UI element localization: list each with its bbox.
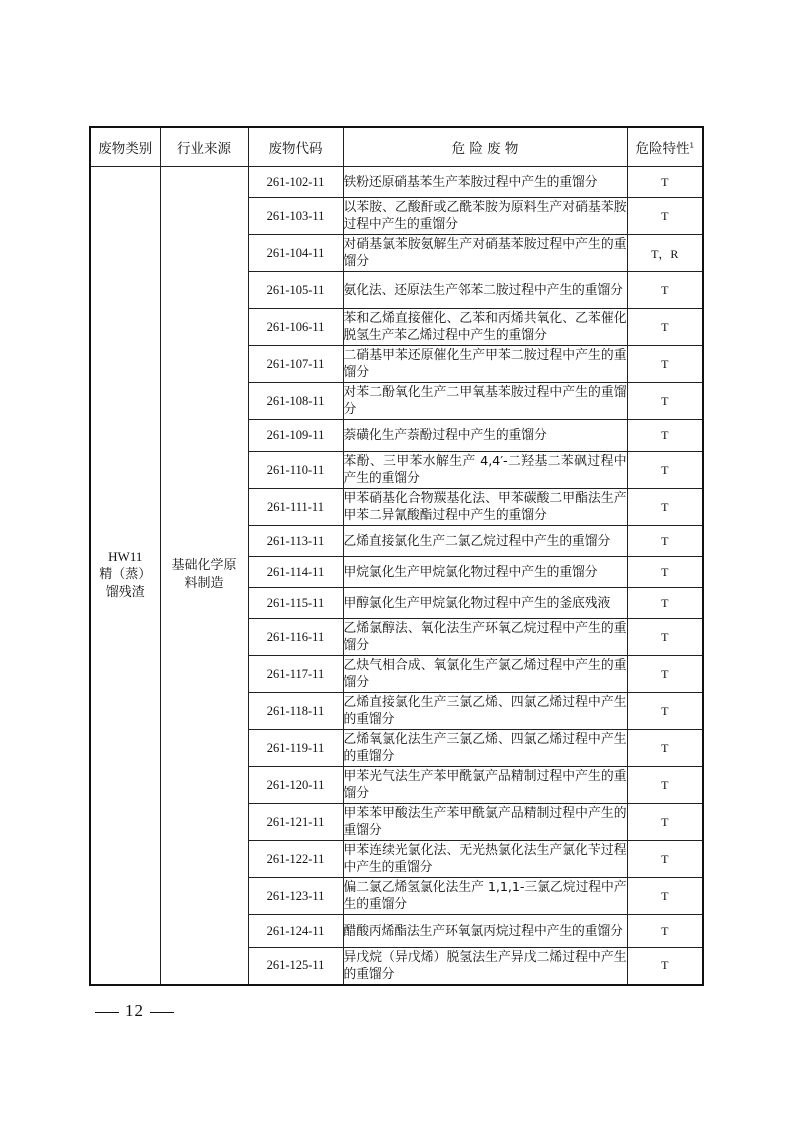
header-category: 废物类别 xyxy=(90,127,160,167)
waste-description: 对硝基氯苯胺氨解生产对硝基苯胺过程中产生的重馏分 xyxy=(343,235,627,272)
page-number-left-dash xyxy=(95,1012,119,1013)
waste-category-code: HW11 xyxy=(108,549,143,565)
waste-code: 261-116-11 xyxy=(248,619,343,656)
waste-description: 二硝基甲苯还原催化生产甲苯二胺过程中产生的重馏分 xyxy=(343,346,627,383)
hazard-characteristic: T xyxy=(627,452,703,489)
hazard-characteristic: T xyxy=(627,420,703,452)
waste-code: 261-120-11 xyxy=(248,767,343,804)
waste-category-cell xyxy=(90,167,160,985)
hazard-characteristic: T xyxy=(627,526,703,557)
hazard-characteristic: T xyxy=(627,656,703,693)
waste-code: 261-104-11 xyxy=(248,235,343,272)
waste-code: 261-108-11 xyxy=(248,383,343,420)
industry-source-cell xyxy=(160,167,248,985)
waste-description: 乙烯氧氯化法生产三氯乙烯、四氯乙烯过程中产生的重馏分 xyxy=(343,730,627,767)
waste-code: 261-121-11 xyxy=(248,804,343,841)
hazard-characteristic: T xyxy=(627,730,703,767)
header-waste: 危 险 废 物 xyxy=(343,127,627,167)
waste-description: 氨化法、还原法生产邻苯二胺过程中产生的重馏分 xyxy=(343,272,627,309)
waste-description: 偏二氯乙烯氢氯化法生产 1,1,1-三氯乙烷过程中产生的重馏分 xyxy=(343,878,627,915)
header-hazard xyxy=(627,127,703,167)
waste-description: 乙炔气相合成、氧氯化生产氯乙烯过程中产生的重馏分 xyxy=(343,656,627,693)
waste-description: 对苯二酚氧化生产二甲氧基苯胺过程中产生的重馏分 xyxy=(343,383,627,420)
waste-code: 261-114-11 xyxy=(248,557,343,588)
header-industry: 行业来源 xyxy=(160,127,248,167)
hazard-characteristic: T xyxy=(627,915,703,948)
waste-description: 醋酸丙烯酯法生产环氧氯丙烷过程中产生的重馏分 xyxy=(343,915,627,948)
waste-code: 261-107-11 xyxy=(248,346,343,383)
hazard-characteristic: T xyxy=(627,948,703,985)
hazard-characteristic: T xyxy=(627,346,703,383)
page-number-right-dash xyxy=(150,1012,174,1013)
hazard-characteristic: T xyxy=(627,557,703,588)
waste-description: 铁粉还原硝基苯生产苯胺过程中产生的重馏分 xyxy=(343,167,627,198)
waste-code: 261-103-11 xyxy=(248,198,343,235)
page-number xyxy=(89,1001,180,1021)
waste-code: 261-119-11 xyxy=(248,730,343,767)
hazard-characteristic: T xyxy=(627,693,703,730)
waste-description: 以苯胺、乙酸酐或乙酰苯胺为原料生产对硝基苯胺过程中产生的重馏分 xyxy=(343,198,627,235)
hazard-characteristic: T xyxy=(627,878,703,915)
waste-code: 261-102-11 xyxy=(248,167,343,198)
waste-category-name: 精（蒸）馏残渣 xyxy=(99,567,152,601)
hazard-characteristic: T xyxy=(627,489,703,526)
hazard-characteristic: T，R xyxy=(627,235,703,272)
table-row xyxy=(90,167,703,198)
waste-description: 苯酚、三甲苯水解生产 4,4′-二羟基二苯砜过程中产生的重馏分 xyxy=(343,452,627,489)
waste-code: 261-113-11 xyxy=(248,526,343,557)
waste-description: 甲烷氯化生产甲烷氯化物过程中产生的重馏分 xyxy=(343,557,627,588)
header-code: 废物代码 xyxy=(248,127,343,167)
waste-code: 261-125-11 xyxy=(248,948,343,985)
waste-code: 261-123-11 xyxy=(248,878,343,915)
waste-code: 261-109-11 xyxy=(248,420,343,452)
hazard-characteristic: T xyxy=(627,198,703,235)
hazard-characteristic: T xyxy=(627,272,703,309)
hazard-characteristic: T xyxy=(627,383,703,420)
hazard-characteristic: T xyxy=(627,804,703,841)
waste-code: 261-117-11 xyxy=(248,656,343,693)
hazardous-waste-table xyxy=(89,126,704,986)
hazard-characteristic: T xyxy=(627,588,703,619)
waste-description: 异戊烷（异戊烯）脱氢法生产异戊二烯过程中产生的重馏分 xyxy=(343,948,627,985)
waste-code: 261-105-11 xyxy=(248,272,343,309)
waste-code: 261-115-11 xyxy=(248,588,343,619)
hazard-characteristic: T xyxy=(627,309,703,346)
waste-code: 261-124-11 xyxy=(248,915,343,948)
waste-description: 乙烯氯醇法、氧化法生产环氧乙烷过程中产生的重馏分 xyxy=(343,619,627,656)
hazard-characteristic: T xyxy=(627,767,703,804)
waste-description: 甲苯光气法生产苯甲酰氯产品精制过程中产生的重馏分 xyxy=(343,767,627,804)
waste-description: 苯和乙烯直接催化、乙苯和丙烯共氧化、乙苯催化脱氢生产苯乙烯过程中产生的重馏分 xyxy=(343,309,627,346)
industry-source-text: 基础化学原料制造 xyxy=(171,558,237,592)
waste-description: 甲苯连续光氯化法、无光热氯化法生产氯化苄过程中产生的重馏分 xyxy=(343,841,627,878)
page-number-value: 12 xyxy=(125,1001,144,1020)
waste-description: 甲苯硝基化合物羰基化法、甲苯碳酸二甲酯法生产甲苯二异氰酸酯过程中产生的重馏分 xyxy=(343,489,627,526)
waste-description: 萘磺化生产萘酚过程中产生的重馏分 xyxy=(343,420,627,452)
waste-code: 261-111-11 xyxy=(248,489,343,526)
table-header-row xyxy=(90,127,703,167)
waste-code: 261-106-11 xyxy=(248,309,343,346)
waste-description: 乙烯直接氯化生产二氯乙烷过程中产生的重馏分 xyxy=(343,526,627,557)
waste-description: 甲醇氯化生产甲烷氯化物过程中产生的釜底残液 xyxy=(343,588,627,619)
waste-code: 261-118-11 xyxy=(248,693,343,730)
waste-description: 甲苯苯甲酸法生产苯甲酰氯产品精制过程中产生的重馏分 xyxy=(343,804,627,841)
hazard-characteristic: T xyxy=(627,167,703,198)
hazard-characteristic: T xyxy=(627,619,703,656)
header-hazard-label: 危险特性 xyxy=(635,141,690,157)
waste-code: 261-110-11 xyxy=(248,452,343,489)
hazard-characteristic: T xyxy=(627,841,703,878)
waste-description: 乙烯直接氯化生产三氯乙烯、四氯乙烯过程中产生的重馏分 xyxy=(343,693,627,730)
waste-code: 261-122-11 xyxy=(248,841,343,878)
header-hazard-footnote: 1 xyxy=(689,141,694,150)
